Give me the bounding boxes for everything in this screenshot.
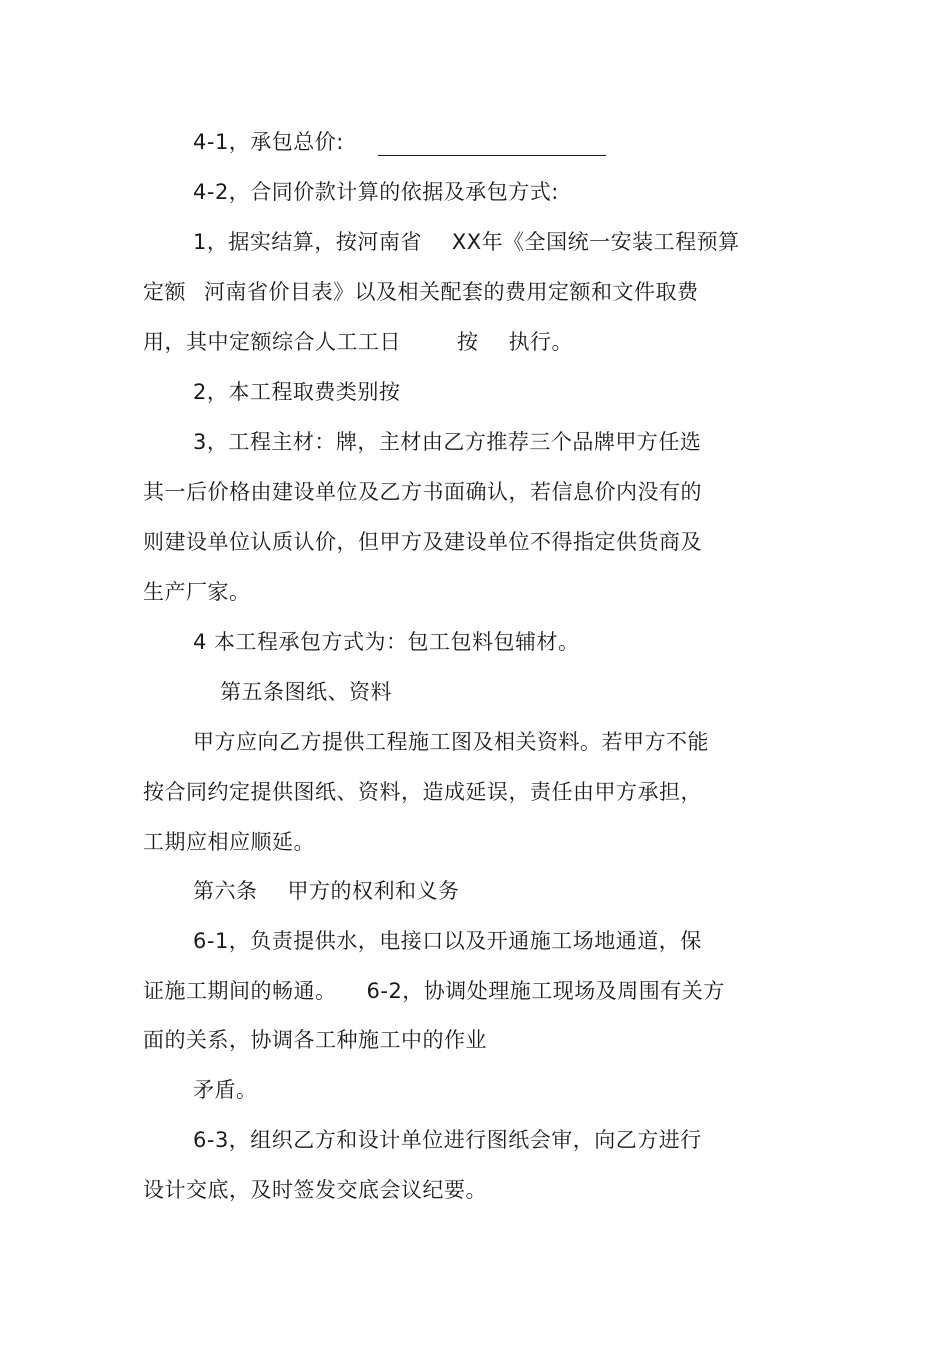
clause-6-1-line-2: [143, 977, 725, 1005]
article-5-line-2: 按合同约定提供图纸、资料，造成延误，责任由甲方承担，: [143, 780, 702, 804]
clause-6-3-line-1: 6-3，组织乙方和设计单位进行图纸会审，向乙方进行: [193, 1128, 702, 1152]
clause-6-1-end: 证施工期间的畅通。: [143, 979, 337, 1003]
article-5-line-3: 工期应相应顺延。: [143, 830, 315, 854]
item-3-line-2: 其一后价格由建设单位及乙方书面确认，若信息价内没有的: [143, 480, 702, 504]
item-3-line-3: 则建设单位认质认价，但甲方及建设单位不得指定供货商及: [143, 530, 702, 554]
article-5-heading: 第五条图纸、资料: [220, 680, 392, 704]
clause-6-1-line-1: 6-1，负责提供水，电接口以及开通施工场地通道，保: [193, 929, 702, 953]
item-1-text-d: 河南省价目表》以及相关配套的费用定额和文件取费: [204, 280, 699, 304]
clause-6-2-line-2: 面的关系，协调各工种施工中的作业: [143, 1028, 487, 1052]
item-1-line-3: [143, 328, 573, 356]
item-3-line-4: 生产厂家。: [143, 580, 251, 604]
item-1-text-a: 1，据实结算，按河南省: [193, 230, 422, 254]
item-1-text-b: XX年《全国统一安装工程预算: [451, 230, 740, 254]
total-price-blank: [378, 133, 606, 156]
item-1-text-g: 执行。: [508, 330, 573, 354]
article-5-line-1: 甲方应向乙方提供工程施工图及相关资料。若甲方不能: [193, 730, 709, 754]
article-6-label: 第六条: [193, 879, 258, 903]
item-3-line-1: 3，工程主材：牌，主材由乙方推荐三个品牌甲方任选: [193, 430, 702, 454]
clause-4-1-text: 4-1，承包总价:: [193, 130, 344, 154]
article-6-title: 甲方的权利和义务: [287, 879, 460, 903]
clause-4-1: [193, 128, 606, 156]
clause-6-3-line-2: 设计交底，及时签发交底会议纪要。: [143, 1178, 487, 1202]
clause-6-2-line-3: 矛盾。: [193, 1078, 258, 1102]
item-1-text-f: 按: [457, 330, 479, 354]
clause-6-2-start: 6-2，协调处理施工现场及周围有关方: [366, 979, 725, 1003]
item-1-line-1: [193, 228, 740, 256]
item-1-line-2: [143, 278, 699, 306]
item-1-text-e: 用，其中定额综合人工工日: [143, 330, 401, 354]
item-1-text-c: 定额: [143, 280, 186, 304]
item-2: 2，本工程取费类别按: [193, 380, 401, 404]
article-6-heading: [193, 877, 460, 905]
clause-4-2: 4-2，合同价款计算的依据及承包方式:: [193, 180, 559, 204]
item-4: 4 本工程承包方式为：包工包料包辅材。: [193, 630, 580, 654]
